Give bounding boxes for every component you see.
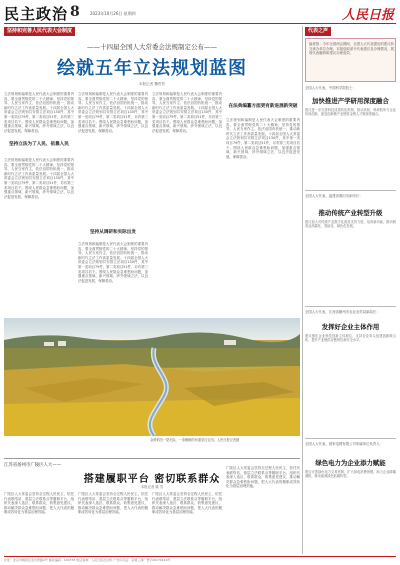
entry-4-intro: 全国人大代表、国家电网有限公司所属单位负责人：: [305, 442, 383, 446]
lead-subhead-2: 坚持从调研和实际出发: [90, 230, 136, 235]
lead-body-col1-a: 立法规划和编制是人民代表大会制度的重要内容，要全面贯彻党的二十大精神，坚持党的领导、人民当家作主、依法治国有机统一，推动新时代立法工作高质量发展。十四届全国人大常委会立法规划共安排立法项目130件，其中第一类项目79件，第二类项目51件，另有第三类项目若干。围绕人民群众急难愁盼问题，加强重点领域、新兴领域、涉外领域立法，以良法促进发展、保障善治。: [4, 92, 74, 133]
bottom-headline: 搭建履职平台 密切联系群众: [83, 474, 221, 485]
entry-2-intro: 全国人大代表、福建省莆田市副市长：: [305, 194, 363, 198]
bottom-byline: 本报记者 姚 雪: [140, 485, 164, 489]
editor-note-text: 编者按：今年全国两会期间，全国人大代表提出的建议转交承办单位办理。本版选取部分代表建议及办理情况，展现代表履职和建议办理成效。: [309, 42, 394, 56]
entry-1-body: 建议进一步完善科技成果转化机制，推动高校、科研院所与企业协同创新，促进创新链产业链资金链人才链深度融合。: [305, 108, 396, 117]
right-column-tag: 代表之声: [305, 27, 331, 36]
entry-2-body: 建议加大对传统产业数字化改造支持力度，培育新动能，推动制造业高端化、智能化、绿色化发展。: [305, 220, 396, 229]
photo-caption: 金黄稻田一望无际，一条蜿蜒的河道穿过农田。人民日报记者摄: [150, 438, 240, 442]
footer-text: 社址：北京市朝阳区金台西路2号 邮政编码：100733 电话查询：人民日报社总机 广告许可证：京朝工商广登字20170149号: [4, 558, 171, 562]
bottom-subtitle: 江苏省扬州市广陵区人大——: [4, 463, 62, 468]
section-tagline: 坚持和完善人民代表大会制度: [4, 27, 75, 36]
issue-date: 2023年10月26日 星期四: [90, 11, 136, 16]
bottom-body-col1: 广陵区人大常委会坚持全过程人民民主，依托代表联络站、基层立法联系点等履职平台，组织代表深入选区、联系群众，收集意见建议，推动解决群众急难愁盼问题，把人大代表的履职成效转化为基层治理效能。: [4, 492, 74, 515]
bottom-body-col3: 广陵区人大常委会坚持全过程人民民主，依托代表联络站、基层立法联系点等履职平台，组织代表深入选区、联系群众，收集意见建议，推动解决群众急难愁盼问题，把人大代表的履职成效转化为基层治理效能。: [152, 492, 222, 515]
editor-note-box: [305, 38, 396, 82]
page-number: 8: [70, 4, 80, 20]
lead-headline: 绘就五年立法规划蓝图: [57, 58, 247, 79]
lead-body-col2-a: 立法规划和编制是人民代表大会制度的重要内容，要全面贯彻党的二十大精神，坚持党的领导、人民当家作主、依法治国有机统一，推动新时代立法工作高质量发展。十四届全国人大常委会立法规划共安排立法项目130件，其中第一类项目79件，第二类项目51件，另有第三类项目若干。围绕人民群众急难愁盼问题，加强重点领域、新兴领域、涉外领域立法，以良法促进发展、保障善治。: [78, 92, 148, 133]
entry-2-title: 推动传统产业转型升级: [318, 209, 383, 217]
bottom-body-col4: 广陵区人大常委会坚持全过程人民民主，依托代表联络站、基层立法联系点等履职平台，组织代表深入选区、联系群众，收集意见建议，推动解决群众急难愁盼问题，把人大代表的履职成效转化为基层治理效能。: [226, 466, 300, 489]
lead-body-col2-b: 立法规划和编制是人民代表大会制度的重要内容，要全面贯彻党的二十大精神，坚持党的领导、人民当家作主、依法治国有机统一，推动新时代立法工作高质量发展。十四届全国人大常委会立法规划共安排立法项目130件，其中第一类项目79件，第二类项目51件，另有第三类项目若干。围绕人民群众急难愁盼问题，加强重点领域、新兴领域、涉外领域立法，以良法促进发展、保障善治。: [78, 242, 148, 283]
masthead-logo: 人民日报: [341, 8, 394, 23]
lead-subhead-1: 坚持立法为了人民、依靠人民: [9, 142, 69, 147]
entry-3-body: 建议强化企业科技创新主体地位，支持企业牵头组建创新联合体，提升产业链供应链韧性和安全水平。: [305, 334, 396, 343]
entry-separator: [305, 190, 396, 191]
right-column: [305, 26, 396, 555]
entry-separator: [305, 306, 396, 307]
page-header: [4, 3, 396, 23]
lead-byline: 本报记者 魏哲哲: [138, 82, 166, 86]
lead-body-col1-b: 立法规划和编制是人民代表大会制度的重要内容，要全面贯彻党的二十大精神，坚持党的领导、人民当家作主、依法治国有机统一，推动新时代立法工作高质量发展。十四届全国人大常委会立法规划共安排立法项目130件，其中第一类项目79件，第二类项目51件，另有第三类项目若干。围绕人民群众急难愁盼问题，加强重点领域、新兴领域、涉外领域立法，以良法促进发展、保障善治。: [4, 158, 74, 199]
entry-separator: [305, 438, 396, 439]
entry-4-title: 绿色电力为企业添力赋能: [315, 459, 386, 467]
lead-body-col4: 立法规划和编制是人民代表大会制度的重要内容，要全面贯彻党的二十大精神，坚持党的领导、人民当家作主、依法治国有机统一，推动新时代立法工作高质量发展。十四届全国人大常委会立法规划共安排立法项目130件，其中第一类项目79件，第二类项目51件，另有第三类项目若干。围绕人民群众急难愁盼问题，加强重点领域、新兴领域、涉外领域立法，以良法促进发展、保障善治。: [226, 118, 300, 159]
section-name: 民主政治: [4, 5, 69, 23]
footer-rule: [4, 556, 396, 557]
bottom-divider: [4, 458, 300, 459]
lead-subtitle: ——十四届全国人大常委会法规制定公布——: [87, 43, 217, 51]
entry-4-body: 建议完善绿色电力交易机制，扩大绿电消费规模，助力企业降碳减排，推动能源绿色低碳转型。: [305, 470, 396, 479]
entry-1-intro: 全国人大代表、中国科学院院士：: [305, 86, 356, 90]
entry-3-title: 发挥好企业主体作用: [321, 323, 380, 331]
header-rule: [4, 23, 396, 24]
entry-1-title: 加快推进产学研用深度融合: [312, 97, 389, 105]
bottom-body-col2: 广陵区人大常委会坚持全过程人民民主，依托代表联络站、基层立法联系点等履职平台，组织代表深入选区、联系群众，收集意见建议，推动解决群众急难愁盼问题，把人大代表的履职成效转化为基层治理效能。: [78, 492, 148, 515]
lead-subhead-3: 在法典编纂方面更有新进展新突破: [228, 104, 298, 109]
rice-field-photo: [4, 318, 300, 436]
landscape-illustration: [4, 318, 300, 436]
lead-body-col3: 立法规划和编制是人民代表大会制度的重要内容，要全面贯彻党的二十大精神，坚持党的领导、人民当家作主、依法治国有机统一，推动新时代立法工作高质量发展。十四届全国人大常委会立法规划共安排立法项目130件，其中第一类项目79件，第二类项目51件，另有第三类项目若干。围绕人民群众急难愁盼问题，加强重点领域、新兴领域、涉外领域立法，以良法促进发展、保障善治。: [152, 92, 222, 133]
column-divider: [302, 26, 303, 554]
entry-3-intro: 全国人大代表、江西省赣州市农业农村局副局长：: [305, 310, 380, 314]
